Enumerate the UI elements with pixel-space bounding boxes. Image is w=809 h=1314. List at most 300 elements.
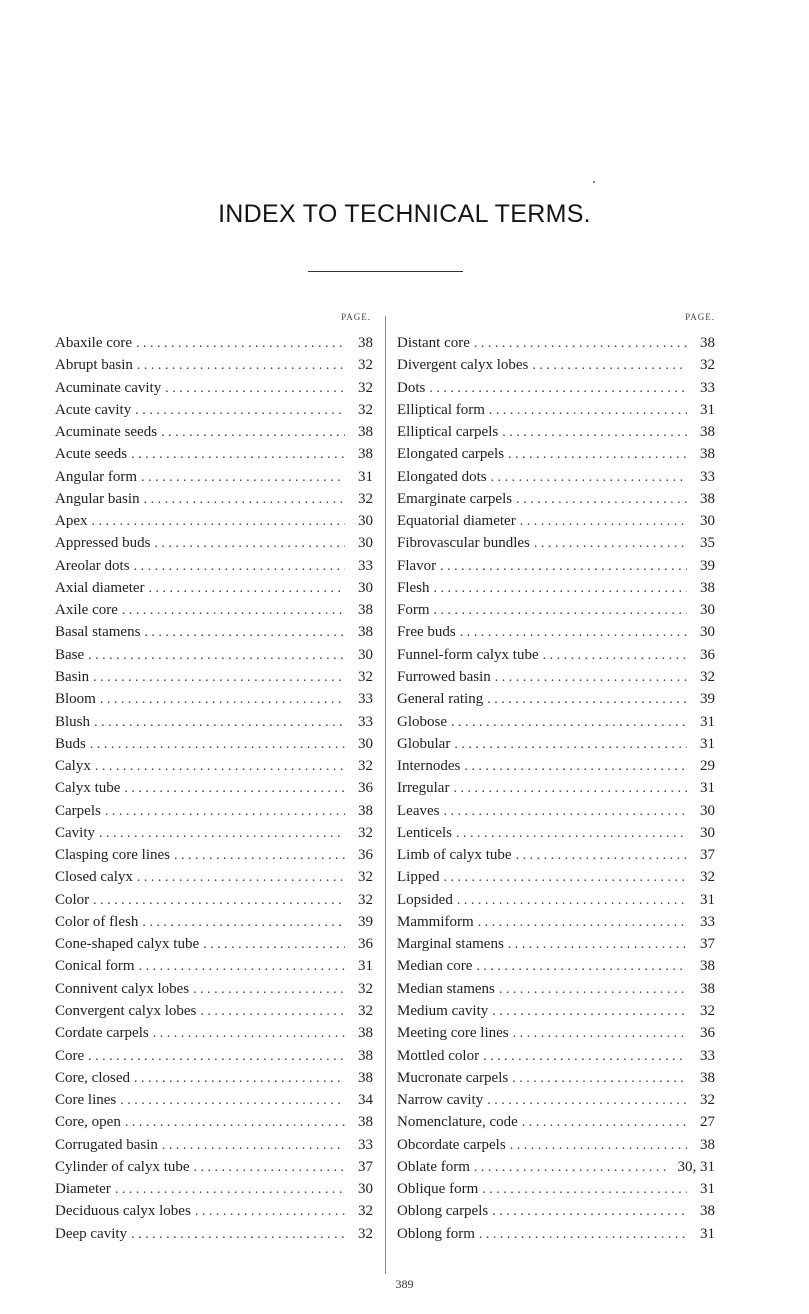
index-term: Leaves	[397, 802, 440, 819]
index-page-number: 36	[700, 1025, 715, 1042]
index-entry	[55, 332, 373, 354]
dot-leader	[195, 1201, 345, 1223]
index-page-number: 38	[700, 579, 715, 596]
index-term: Cone-shaped calyx tube	[55, 936, 200, 953]
index-entry	[397, 532, 715, 554]
index-entry	[55, 577, 373, 599]
index-entry	[55, 1067, 373, 1089]
dot-leader	[139, 956, 345, 978]
index-page-number: 38	[700, 958, 715, 975]
index-entry	[397, 733, 715, 755]
index-page-number: 32	[358, 357, 373, 374]
dot-leader	[499, 979, 687, 1001]
index-entry	[397, 822, 715, 844]
index-entry	[397, 1156, 715, 1178]
index-entry	[55, 466, 373, 488]
index-page-number: 30, 31	[677, 1158, 715, 1175]
index-page-number: 36	[358, 780, 373, 797]
index-term: Axile core	[55, 602, 118, 619]
index-entry	[55, 1045, 373, 1067]
index-page-number: 36	[700, 646, 715, 663]
dot-leader	[94, 712, 345, 734]
index-term: Globular	[397, 735, 451, 752]
dot-leader	[520, 511, 687, 533]
index-page-number: 31	[700, 401, 715, 418]
index-entry	[397, 933, 715, 955]
index-entry	[55, 733, 373, 755]
index-term: Connivent calyx lobes	[55, 980, 190, 997]
index-term: Deep cavity	[55, 1225, 128, 1242]
index-page-number: 38	[358, 1047, 373, 1064]
index-page-number: 34	[358, 1092, 373, 1109]
dot-leader	[200, 1001, 345, 1023]
index-page-number: 32	[700, 1092, 715, 1109]
index-term: Corrugated basin	[55, 1136, 158, 1153]
index-term: Core	[55, 1047, 85, 1064]
index-page-number: 32	[358, 824, 373, 841]
index-entry	[55, 644, 373, 666]
index-column-right	[397, 312, 715, 1245]
dot-leader	[460, 622, 687, 644]
index-page-number: 31	[358, 958, 373, 975]
index-term: Oblate form	[397, 1158, 470, 1175]
index-page-number: 37	[700, 936, 715, 953]
dot-leader	[149, 578, 345, 600]
index-page-number: 30	[358, 735, 373, 752]
dot-leader	[508, 934, 687, 956]
index-page-number: 35	[700, 535, 715, 552]
dot-leader	[492, 1201, 687, 1223]
index-term: Cylinder of calyx tube	[55, 1158, 190, 1175]
dot-leader	[444, 867, 688, 889]
index-page-number: 39	[700, 691, 715, 708]
index-page-number: 32	[358, 401, 373, 418]
dot-leader	[451, 712, 687, 734]
dot-leader	[516, 845, 687, 867]
index-term: Nomenclature, code	[397, 1114, 518, 1131]
dot-leader	[513, 1023, 687, 1045]
index-page-number: 32	[358, 869, 373, 886]
index-list-left	[55, 332, 373, 1245]
index-entry	[55, 800, 373, 822]
index-page-number: 38	[700, 490, 715, 507]
dot-leader	[194, 1157, 345, 1179]
dot-leader	[502, 422, 687, 444]
index-entry	[397, 889, 715, 911]
index-page-number: 30	[700, 624, 715, 641]
index-term: Basin	[55, 668, 90, 685]
index-term: Abrupt basin	[55, 357, 133, 374]
index-page-number: 30	[358, 579, 373, 596]
index-page-number: 38	[700, 1069, 715, 1086]
index-page-number: 38	[358, 1114, 373, 1131]
index-term: Meeting core lines	[397, 1025, 509, 1042]
dot-leader	[137, 355, 345, 377]
dot-leader	[122, 600, 345, 622]
index-page-number: 30	[358, 535, 373, 552]
index-entry	[55, 1134, 373, 1156]
dot-leader	[174, 845, 345, 867]
dot-leader	[95, 756, 345, 778]
index-page-number: 38	[358, 424, 373, 441]
index-page-number: 38	[700, 1136, 715, 1153]
index-entry	[397, 955, 715, 977]
index-term: Mucronate carpels	[397, 1069, 509, 1086]
index-entry	[397, 1223, 715, 1245]
index-page-number: 38	[700, 335, 715, 351]
index-page-number: 31	[358, 468, 373, 485]
index-term: Oblong form	[397, 1225, 475, 1242]
index-entry	[55, 866, 373, 888]
index-entry	[397, 577, 715, 599]
index-entry	[55, 1223, 373, 1245]
index-entry	[55, 1156, 373, 1178]
index-page-number: 30	[700, 802, 715, 819]
index-entry	[55, 666, 373, 688]
dot-leader	[483, 1046, 687, 1068]
index-term: Acute seeds	[55, 446, 128, 463]
dot-leader	[141, 467, 345, 489]
index-term: Color	[55, 891, 90, 908]
index-term: Dots	[397, 379, 426, 396]
index-entry	[55, 889, 373, 911]
index-page-number: 31	[700, 1225, 715, 1242]
page-title: INDEX TO TECHNICAL TERMS.	[218, 200, 591, 228]
index-page-number: 30	[358, 646, 373, 663]
dot-leader	[144, 489, 345, 511]
index-page-number: 38	[358, 802, 373, 819]
index-page-number: 30	[358, 1181, 373, 1198]
index-entry	[55, 1089, 373, 1111]
index-entry	[55, 822, 373, 844]
index-entry	[55, 1178, 373, 1200]
index-page-number: 32	[700, 869, 715, 886]
index-page-number: 32	[358, 1002, 373, 1019]
index-list-right	[397, 332, 715, 1245]
index-entry	[397, 621, 715, 643]
index-entry	[55, 1111, 373, 1133]
index-entry	[55, 777, 373, 799]
index-term: Axial diameter	[55, 579, 145, 596]
index-term: Cordate carpels	[55, 1025, 149, 1042]
dot-leader	[125, 1112, 345, 1134]
index-page-number: 31	[700, 891, 715, 908]
index-entry	[397, 1022, 715, 1044]
dot-leader	[487, 1090, 687, 1112]
index-page-number: 36	[358, 847, 373, 864]
dot-leader	[474, 1157, 668, 1179]
index-term: Narrow cavity	[397, 1092, 484, 1109]
index-term: Angular form	[55, 468, 138, 485]
index-term: Acuminate cavity	[55, 379, 162, 396]
dot-leader	[440, 556, 687, 578]
index-entry	[397, 1200, 715, 1222]
index-entry	[397, 911, 715, 933]
index-page-number: 38	[700, 424, 715, 441]
index-entry	[397, 555, 715, 577]
index-page-number: 33	[358, 557, 373, 574]
dot-leader	[153, 1023, 345, 1045]
dot-leader	[508, 444, 687, 466]
index-entry	[55, 688, 373, 710]
index-page-number: 33	[700, 468, 715, 485]
index-page-number: 32	[358, 980, 373, 997]
index-entry	[55, 354, 373, 376]
index-term: Elliptical form	[397, 401, 485, 418]
index-page-number: 32	[700, 668, 715, 685]
dot-leader	[453, 778, 687, 800]
index-term: Basal stamens	[55, 624, 141, 641]
dot-leader	[443, 801, 687, 823]
index-entry	[397, 777, 715, 799]
index-term: Apex	[55, 513, 88, 530]
index-term: Furrowed basin	[397, 668, 491, 685]
print-speck	[593, 181, 595, 183]
dot-leader	[93, 667, 345, 689]
dot-leader	[134, 556, 345, 578]
index-page-number: 38	[700, 1203, 715, 1220]
dot-leader	[434, 600, 687, 622]
dot-leader	[476, 956, 687, 978]
index-entry	[397, 377, 715, 399]
index-entry	[55, 421, 373, 443]
dot-leader	[495, 667, 687, 689]
index-term: Deciduous calyx lobes	[55, 1203, 191, 1220]
index-term: Diameter	[55, 1181, 111, 1198]
dot-leader	[92, 511, 346, 533]
index-term: Elongated dots	[397, 468, 487, 485]
dot-leader	[456, 823, 687, 845]
dot-leader	[534, 533, 687, 555]
index-page-number: 38	[358, 1025, 373, 1042]
index-page-number: 32	[358, 379, 373, 396]
index-entry	[55, 844, 373, 866]
dot-leader	[99, 823, 345, 845]
index-term: Median core	[397, 958, 473, 975]
index-page-number: 33	[358, 1136, 373, 1153]
index-term: Equatorial diameter	[397, 513, 516, 530]
index-term: Marginal stamens	[397, 936, 504, 953]
index-entry	[55, 532, 373, 554]
index-entry	[55, 1022, 373, 1044]
index-page-number: 30	[700, 602, 715, 619]
dot-leader	[478, 912, 687, 934]
dot-leader	[90, 734, 345, 756]
dot-leader	[193, 979, 345, 1001]
index-entry	[397, 1045, 715, 1067]
index-entry	[397, 1000, 715, 1022]
index-term: Cavity	[55, 824, 95, 841]
dot-leader	[124, 778, 345, 800]
index-page-number: 30	[700, 513, 715, 530]
dot-leader	[131, 444, 345, 466]
index-term: Calyx	[55, 758, 91, 775]
index-page-number: 32	[358, 891, 373, 908]
index-term: Carpels	[55, 802, 101, 819]
index-entry	[397, 666, 715, 688]
index-page-number: 37	[358, 1158, 373, 1175]
index-entry	[397, 1134, 715, 1156]
dot-leader	[115, 1179, 345, 1201]
index-term: Irregular	[397, 780, 450, 797]
dot-leader	[512, 1068, 687, 1090]
index-entry	[55, 443, 373, 465]
index-page-number: 31	[700, 713, 715, 730]
index-entry	[397, 332, 715, 354]
dot-leader	[434, 578, 687, 600]
index-entry	[397, 1178, 715, 1200]
index-page-number: 32	[358, 758, 373, 775]
dot-leader	[474, 333, 687, 355]
index-term: Color of flesh	[55, 913, 139, 930]
index-term: Core, open	[55, 1114, 121, 1131]
index-entry	[397, 978, 715, 1000]
index-entry	[55, 978, 373, 1000]
index-entry	[55, 399, 373, 421]
index-term: Calyx tube	[55, 780, 121, 797]
index-entry	[397, 488, 715, 510]
dot-leader	[88, 1046, 345, 1068]
index-entry	[397, 443, 715, 465]
dot-leader	[491, 467, 687, 489]
index-term: Acuminate seeds	[55, 424, 158, 441]
index-page-number: 38	[700, 446, 715, 463]
index-term: Acute cavity	[55, 401, 132, 418]
index-page-number: 31	[700, 735, 715, 752]
index-term: Fibrovascular bundles	[397, 535, 530, 552]
index-term: Internodes	[397, 758, 461, 775]
page-column-header-left: PAGE.	[341, 312, 371, 322]
index-page-number: 31	[700, 1181, 715, 1198]
index-page-number: 33	[700, 913, 715, 930]
dot-leader	[154, 533, 345, 555]
index-page-number: 38	[358, 446, 373, 463]
dot-leader	[144, 622, 345, 644]
index-entry	[397, 688, 715, 710]
index-page-number: 32	[700, 1002, 715, 1019]
index-term: Divergent calyx lobes	[397, 357, 529, 374]
index-page-number: 33	[700, 1047, 715, 1064]
index-entry	[55, 555, 373, 577]
page-number: 389	[395, 1277, 414, 1291]
index-entry	[397, 421, 715, 443]
index-entry	[55, 1000, 373, 1022]
index-term: Flavor	[397, 557, 437, 574]
index-term: Clasping core lines	[55, 847, 170, 864]
dot-leader	[454, 734, 687, 756]
index-term: Angular basin	[55, 490, 140, 507]
index-page-number: 38	[358, 602, 373, 619]
index-page-number: 32	[358, 490, 373, 507]
index-entry	[397, 644, 715, 666]
index-page-number: 37	[700, 847, 715, 864]
index-term: Limb of calyx tube	[397, 847, 512, 864]
index-entry	[397, 354, 715, 376]
dot-leader	[516, 489, 687, 511]
index-term: Lopsided	[397, 891, 453, 908]
dot-leader	[457, 890, 687, 912]
dot-leader	[203, 934, 345, 956]
dot-leader	[137, 867, 345, 889]
index-page-number: 29	[700, 758, 715, 775]
index-page-number: 32	[700, 357, 715, 374]
index-page-number: 32	[358, 1225, 373, 1242]
index-term: Bloom	[55, 691, 96, 708]
dot-leader	[492, 1001, 687, 1023]
dot-leader	[120, 1090, 345, 1112]
dot-leader	[510, 1135, 687, 1157]
index-term: Base	[55, 646, 85, 663]
index-term: Flesh	[397, 579, 430, 596]
index-entry	[55, 933, 373, 955]
index-term: Core, closed	[55, 1069, 130, 1086]
index-page-number: 38	[358, 624, 373, 641]
dot-leader	[131, 1224, 345, 1246]
index-entry	[55, 377, 373, 399]
index-term: Oblong carpels	[397, 1203, 489, 1220]
index-term: Areolar dots	[55, 557, 130, 574]
index-term: Oblique form	[397, 1181, 479, 1198]
dot-leader	[93, 890, 345, 912]
index-entry	[397, 866, 715, 888]
dot-leader	[429, 378, 687, 400]
index-term: Funnel-form calyx tube	[397, 646, 539, 663]
index-entry	[55, 955, 373, 977]
dot-leader	[142, 912, 345, 934]
index-entry	[55, 711, 373, 733]
index-page-number: 31	[700, 780, 715, 797]
index-term: Medium cavity	[397, 1002, 489, 1019]
index-term: Core lines	[55, 1092, 117, 1109]
dot-leader	[165, 378, 345, 400]
index-entry	[397, 399, 715, 421]
index-term: Median stamens	[397, 980, 495, 997]
dot-leader	[489, 400, 687, 422]
index-term: Obcordate carpels	[397, 1136, 506, 1153]
index-entry	[397, 800, 715, 822]
index-entry	[397, 510, 715, 532]
index-entry	[397, 711, 715, 733]
index-page-number: 33	[358, 691, 373, 708]
index-term: Emarginate carpels	[397, 490, 513, 507]
index-term: Distant core	[397, 335, 470, 351]
dot-leader	[161, 422, 345, 444]
index-entry	[55, 510, 373, 532]
index-term: Conical form	[55, 958, 135, 975]
index-entry	[397, 1111, 715, 1133]
dot-leader	[487, 689, 687, 711]
index-entry	[397, 844, 715, 866]
index-page-number: 32	[358, 668, 373, 685]
index-term: Elliptical carpels	[397, 424, 499, 441]
index-page-number: 39	[700, 557, 715, 574]
index-entry	[397, 1089, 715, 1111]
dot-leader	[135, 400, 345, 422]
index-term: Globose	[397, 713, 447, 730]
column-divider	[385, 316, 386, 1274]
dot-leader	[162, 1135, 345, 1157]
index-term: Blush	[55, 713, 91, 730]
index-term: Lipped	[397, 869, 440, 886]
index-page-number: 30	[358, 513, 373, 530]
index-column-left	[55, 312, 373, 1245]
dot-leader	[105, 801, 345, 823]
index-page-number: 32	[358, 1203, 373, 1220]
index-entry	[55, 911, 373, 933]
dot-leader	[522, 1112, 687, 1134]
index-term: Mammiform	[397, 913, 474, 930]
index-entry	[397, 466, 715, 488]
